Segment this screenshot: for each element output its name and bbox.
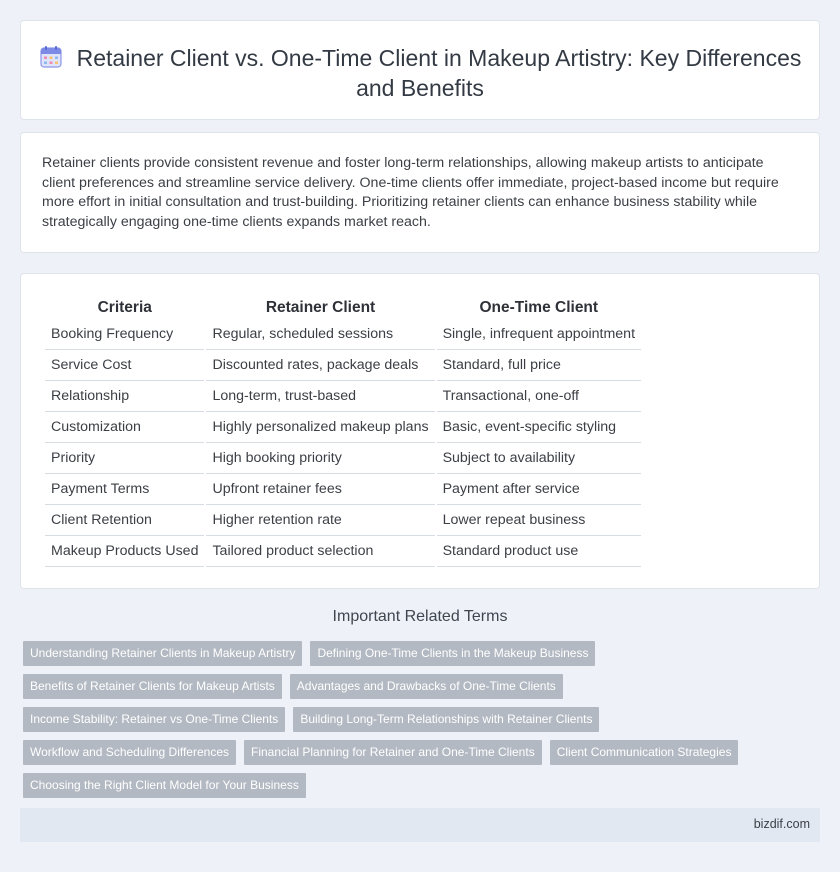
page-title-wrap [21,43,819,103]
table-cell: Booking Frequency [45,319,204,350]
table-cell: Service Cost [45,350,204,381]
column-header-one-time: One-Time Client [479,298,599,316]
table-cell: Payment after service [437,474,641,505]
table-row [45,319,641,350]
table-cell: Customization [45,412,204,443]
related-term-tag[interactable]: Understanding Retainer Clients in Makeup Artistry [23,641,302,666]
comparison-table [43,296,643,567]
table-cell: Payment Terms [45,474,204,505]
page-title: Retainer Client vs. One-Time Client in Makeup Artistry: Key Differences and Benefits [76,45,802,101]
related-term-tag[interactable]: Benefits of Retainer Clients for Makeup Artists [23,674,282,699]
table-cell: Highly personalized makeup plans [206,412,434,443]
table-cell: Regular, scheduled sessions [206,319,434,350]
table-cell: Relationship [45,381,204,412]
related-term-tag[interactable]: Advantages and Drawbacks of One-Time Clients [290,674,563,699]
summary-text: Retainer clients provide consistent revenue and foster long-term relationships, allowing makeup artists to anticipate client preferences and streamline service delivery. One-time clients offer immediate, project-based income but require more effort in initial consultation and trust-building. Prioritizing retainer clients can enhance business stability while strategically engaging one-time clients expands market reach. [42,155,779,230]
related-term-tag[interactable]: Client Communication Strategies [550,740,739,765]
table-cell: Higher retention rate [206,505,434,536]
table-cell: Lower repeat business [437,505,641,536]
related-terms-title: Important Related Terms [332,608,508,625]
table-cell: Standard product use [437,536,641,567]
related-term-tag[interactable]: Workflow and Scheduling Differences [23,740,236,765]
table-cell: Basic, event-specific styling [437,412,641,443]
calendar-icon [39,45,63,69]
header-card [20,20,820,120]
table-cell: Upfront retainer fees [206,474,434,505]
table-cell: Subject to availability [437,443,641,474]
table-row [45,474,641,505]
comparison-table-card [20,273,820,589]
related-term-tag[interactable]: Building Long-Term Relationships with Retainer Clients [293,707,599,732]
column-header-retainer: Retainer Client [265,298,376,316]
table-cell: Makeup Products Used [45,536,204,567]
table-row [45,381,641,412]
table-cell: Transactional, one-off [437,381,641,412]
table-row [45,350,641,381]
table-cell: Single, infrequent appointment [437,319,641,350]
footer-site-link[interactable]: bizdif.com [753,817,810,831]
table-row [45,412,641,443]
table-cell: Tailored product selection [206,536,434,567]
summary-card [20,132,820,253]
table-cell: Priority [45,443,204,474]
footer [20,808,820,842]
table-cell: Long-term, trust-based [206,381,434,412]
related-term-tag[interactable]: Financial Planning for Retainer and One-Time Clients [244,740,542,765]
related-term-tag[interactable]: Choosing the Right Client Model for Your Business [23,773,306,798]
related-terms-list [23,641,783,798]
table-cell: High booking priority [206,443,434,474]
column-header-criteria: Criteria [97,298,152,316]
table-row [45,443,641,474]
related-term-tag[interactable]: Defining One-Time Clients in the Makeup Business [310,641,595,666]
table-cell: Discounted rates, package deals [206,350,434,381]
table-row [45,536,641,567]
table-cell: Standard, full price [437,350,641,381]
table-row [45,505,641,536]
table-header-row [45,296,641,319]
table-cell: Client Retention [45,505,204,536]
related-term-tag[interactable]: Income Stability: Retainer vs One-Time Clients [23,707,285,732]
